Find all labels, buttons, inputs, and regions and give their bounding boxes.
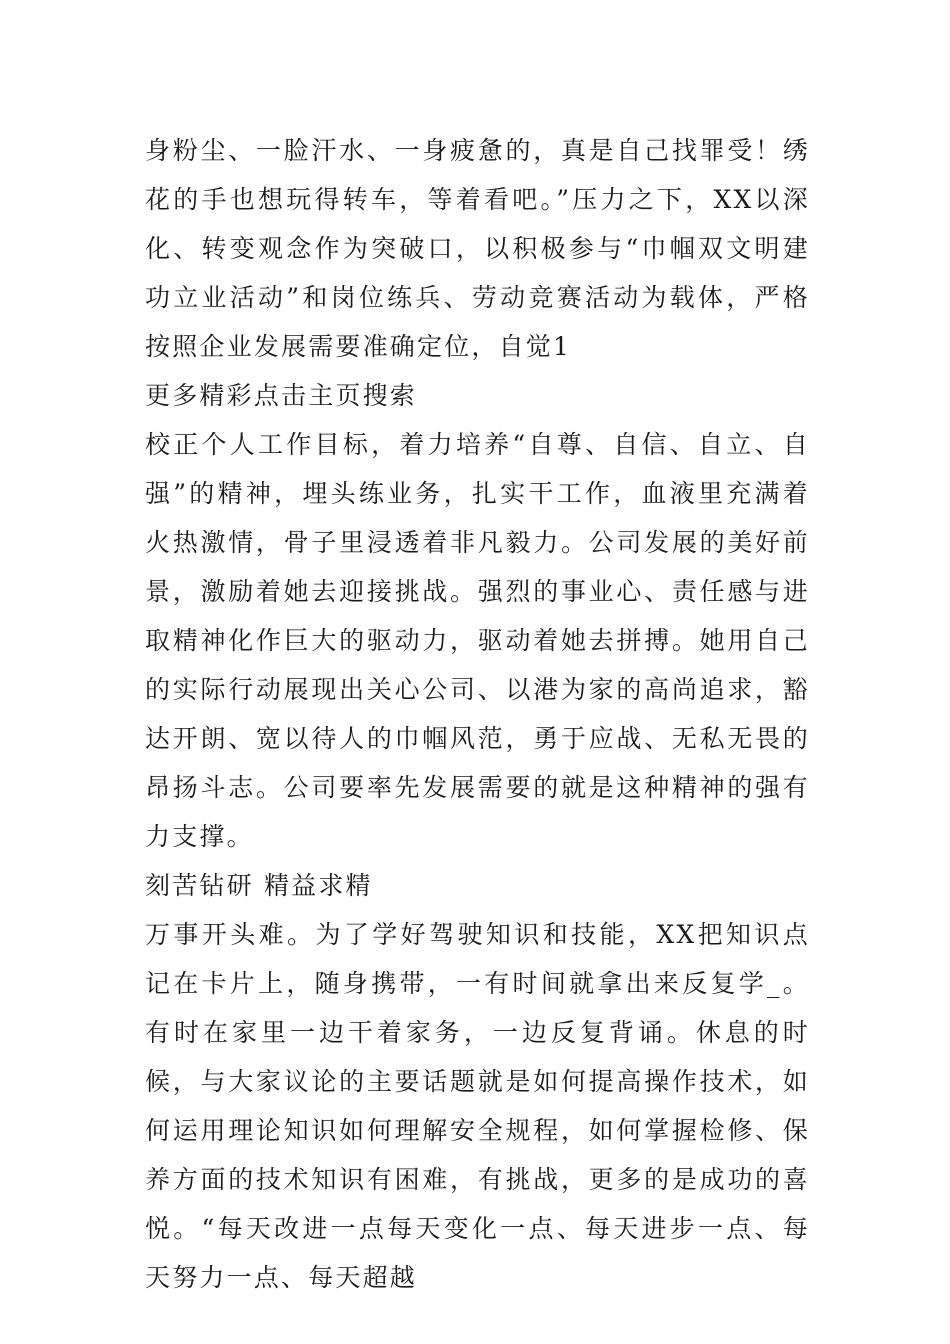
paragraph-spirit: 校正个人工作目标，着力培养“自尊、自信、自立、自强”的精神，埋头练业务，扎实干工作，血液里充满着火热激情，骨子里浸透着非凡毅力。公司发展的美好前景，激励着她去迎接挑战。强烈的事业心、责任感与进取精神化作巨大的驱动力，驱动着她去拼搏。她用自己的实际行动展现出关心公司、以港为家的高尚追求，豁达开朗、宽以待人的巾帼风范，勇于应战、无私无畏的昂扬斗志。公司要率先发展需要的就是这种精神的强有力支撑。 (145, 430, 810, 851)
section-heading: 刻苦钻研 精益求精 (145, 871, 373, 900)
paragraph-study: 万事开头难。为了学好驾驶知识和技能，XX把知识点记在卡片上，随身携带，一有时间就拿出来反复学_。有时在家里一边干着家务，一边反复背诵。休息的时候，与大家议论的主要话题就是如何提高操作技术，如何运用理论知识如何理解安全规程，如何掌握检修、保养方面的技术知识有困难，有挑战，更多的是成功的喜悦。“每天改进一点每天变化一点、每天进步一点、每天努力一点、每天超越 (145, 920, 810, 1292)
paragraph-pressure: 身粉尘、一脸汗水、一身疲惫的，真是自己找罪受！绣花的手也想玩得转车，等着看吧。”压力之下，XX以深化、转变观念作为突破口，以积极参与“巾帼双文明建功立业活动”和岗位练兵、劳动竞赛活动为载体，严格按照企业发展需要准确定位，自觉1 (145, 136, 810, 361)
document-body (145, 126, 810, 1302)
promo-line: 更多精彩点击主页搜索 (145, 381, 418, 410)
